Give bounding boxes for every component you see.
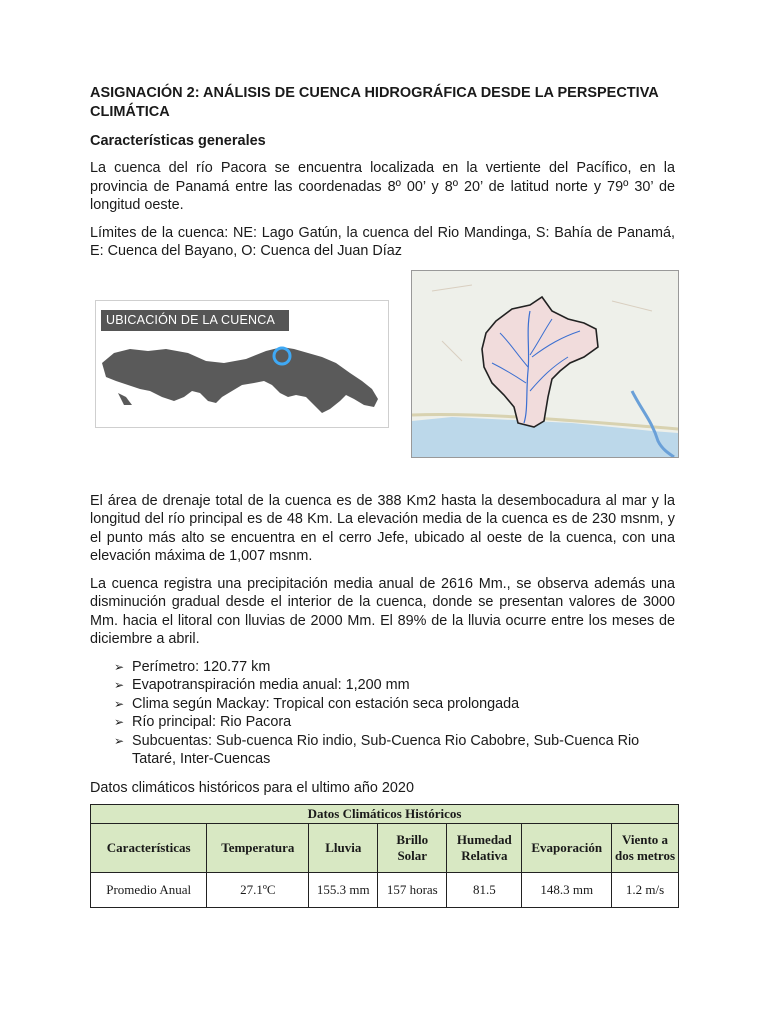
- climate-data-table: [90, 804, 679, 908]
- list-item: ➢ Río principal: Rio Pacora: [114, 714, 292, 730]
- table-cell: 27.1ºC: [207, 873, 309, 908]
- arrow-bullet-icon: ➢: [114, 715, 125, 729]
- table-title: Datos Climáticos Históricos: [91, 805, 679, 824]
- column-header: Lluvia: [309, 824, 378, 873]
- list-item: ➢ Evapotranspiración media anual: 1,200 mm: [114, 677, 410, 693]
- table-cell: 157 horas: [378, 873, 447, 908]
- arrow-bullet-icon: ➢: [114, 733, 125, 748]
- column-header: Temperatura: [207, 824, 309, 873]
- arrow-bullet-icon: ➢: [114, 659, 125, 674]
- column-header: Evaporación: [522, 824, 612, 873]
- paragraph-drainage: El área de drenaje total de la cuenca es de 388 Km2 hasta la desembocadura al mar y la longitud del río principal es de 48 Km. La elevación media de la cuenca es de 230 msnm, y el punto más alto se encuentra en el cerro Jefe, ubicado al oeste de la cuenca, con una elevación máxima de 1,007 msnm.: [90, 492, 675, 564]
- list-item: ➢ Clima según Mackay: Tropical con estación seca prolongada: [114, 695, 520, 712]
- table-cell: 148.3 mm: [522, 873, 612, 908]
- paragraph-limits: Límites de la cuenca: NE: Lago Gatún, la cuenca del Rio Mandinga, S: Bahía de Panamá, E: Cuenca del Bayano, O: Cuenca del Juan Díaz: [90, 224, 675, 259]
- characteristics-list: [90, 658, 675, 769]
- table-cell: 1.2 m/s: [612, 873, 679, 908]
- document-title: ASIGNACIÓN 2: ANÁLISIS DE CUENCA HIDROGRÁFICA DESDE LA PERSPECTIVA CLIMÁTICA: [90, 85, 659, 120]
- column-header: Humedad Relativa: [447, 824, 522, 873]
- figures-row: [90, 270, 675, 470]
- paragraph-precipitation: La cuenca registra una precipitación media anual de 2616 Mm., se observa además una disminución gradual desde el interior de la cuenca, donde se presentan valores de 3000 Mm. hacia el litoral con lluvias de 2000 Mm. El 89% de la lluvia ocurre entre los meses de diciembre a abril.: [90, 575, 675, 647]
- paragraph-location: La cuenca del río Pacora se encuentra localizada en la vertiente del Pacífico, en la provincia de Panamá entre las coordenadas 8º 00’ y 8º 20’ de latitud norte y 79º 30’ de longitud oeste.: [90, 160, 675, 213]
- arrow-bullet-icon: ➢: [114, 678, 125, 692]
- table-caption: Datos climáticos históricos para el ultimo año 2020: [90, 779, 414, 796]
- arrow-bullet-icon: ➢: [114, 696, 125, 711]
- column-header: Características: [91, 824, 207, 873]
- map-banner: UBICACIÓN DE LA CUENCA: [101, 310, 289, 331]
- document-page: [90, 84, 675, 908]
- list-item: ➢ Subcuentas: Sub-cuenca Rio indio, Sub-Cuenca Rio Cabobre, Sub-Cuenca Rio Tataré, Inter-Cuencas: [114, 732, 640, 767]
- section-heading: Características generales: [90, 133, 266, 149]
- basin-map: [411, 270, 679, 458]
- table-cell: 155.3 mm: [309, 873, 378, 908]
- list-item: ➢ Perímetro: 120.77 km: [114, 658, 271, 675]
- table-cell: Promedio Anual: [91, 873, 207, 908]
- table-header-row: [91, 824, 679, 873]
- column-header: Brillo Solar: [378, 824, 447, 873]
- column-header: Viento a dos metros: [612, 824, 679, 873]
- table-row: [91, 873, 679, 908]
- panama-location-map: [95, 300, 389, 428]
- basin-map-graphic: [412, 271, 678, 457]
- table-cell: 81.5: [447, 873, 522, 908]
